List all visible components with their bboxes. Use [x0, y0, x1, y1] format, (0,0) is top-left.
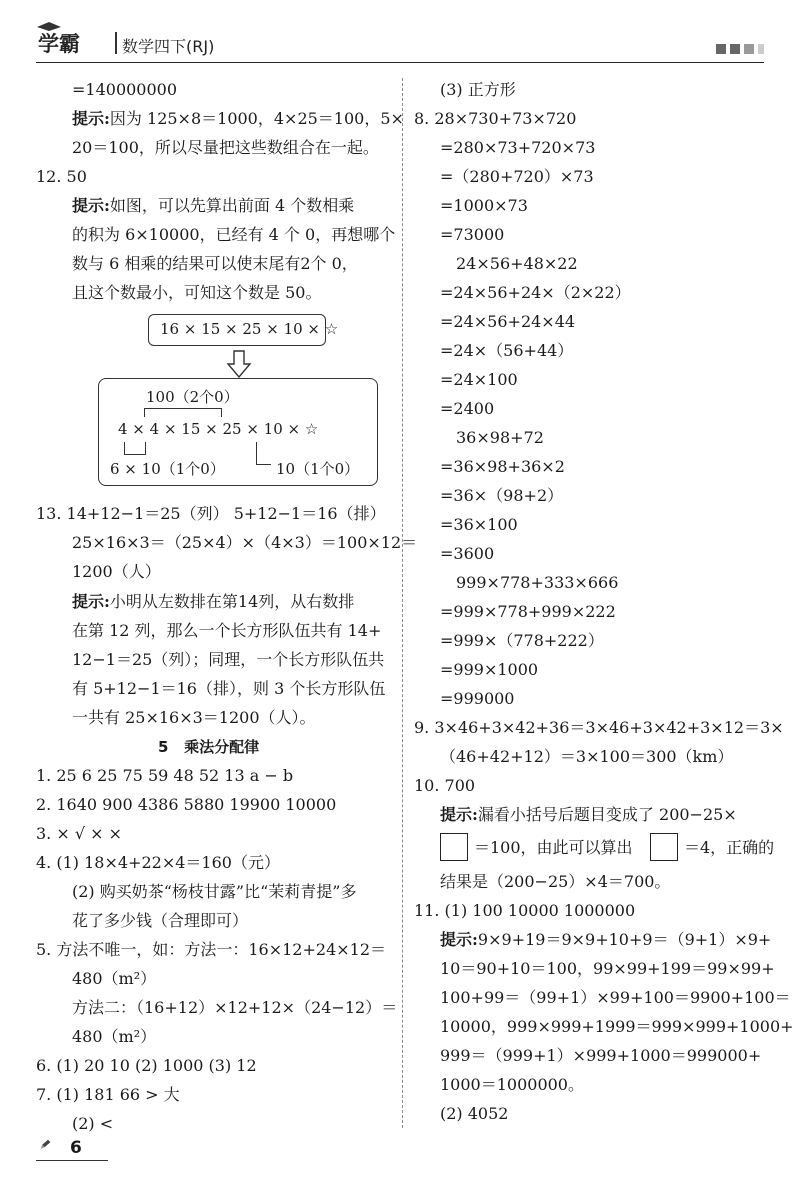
hint-label: 提示:	[72, 109, 110, 128]
answer-8: 8. 28×730+73×720	[414, 109, 577, 128]
answer-line: 480（m²）	[72, 969, 157, 988]
hint-line: 数与 6 相乘的结果可以使末尾有2个 0，	[72, 254, 358, 273]
calc-line: 999×778+333×666	[456, 573, 619, 592]
answer-line: (2) <	[72, 1114, 114, 1133]
book-title: 数学四下(RJ)	[122, 37, 215, 56]
hint-text: 漏看小括号后题目变成了 200−25×	[477, 805, 737, 824]
hint-line: ＝100，由此可以算出	[474, 838, 633, 857]
answer-2: 2. 1640 900 4386 5880 19900 10000	[36, 795, 337, 814]
diagram-expression: 16 × 15 × 25 × 10 × ☆	[160, 320, 339, 338]
answer-line: 480（m²）	[72, 1027, 157, 1046]
decor-square	[744, 44, 754, 54]
hint-text: 因为 125×8＝1000，4×25＝100，5×	[109, 109, 404, 128]
blank-box	[650, 833, 678, 861]
answer-line: （46+42+12）＝3×100＝300（km）	[440, 747, 734, 766]
answer-9: 9. 3×46+3×42+36＝3×46+3×42+3×12＝3×	[414, 718, 784, 737]
calc-line: =36×98+36×2	[440, 457, 565, 476]
hint-line	[72, 592, 354, 612]
diagram-expression: 4 × 4 × 15 × 25 × 10 × ☆	[118, 420, 319, 438]
down-arrow-icon	[226, 350, 252, 378]
calc-line: =999000	[440, 689, 515, 708]
hint-line: 20＝100，所以尽量把这些数组合在一起。	[72, 138, 379, 157]
hint-line: ＝4，正确的	[684, 838, 775, 857]
hint-text: 如图，可以先算出前面 4 个数相乘	[109, 196, 355, 215]
hint-line: 在第 12 列，那么一个长方形队伍共有 14+	[72, 621, 382, 640]
answer-4: 4. (1) 18×4+22×4＝160（元）	[36, 853, 280, 872]
footer-rule	[36, 1160, 108, 1161]
diagram-bracket	[144, 408, 222, 417]
calc-line: =24×56+24×（2×22）	[440, 283, 631, 302]
hint-line: 结果是（200−25）×4＝700。	[440, 872, 671, 891]
diagram-label-6x10: 6 × 10（1个0）	[110, 460, 225, 478]
blank-box	[440, 833, 468, 861]
calc-line: =24×（56+44）	[440, 341, 574, 360]
hint-line: 12−1＝25（列）；同理，一个长方形队伍共	[72, 650, 385, 669]
answer-line: (2) 购买奶茶“杨枝甘露”比“茉莉青提”多	[72, 882, 357, 901]
hint-line: 100+99＝（99+1）×99+100＝9900+100＝	[440, 988, 791, 1007]
answer-13: 13. 14+12−1＝25（列） 5+12−1＝16（排）	[36, 504, 386, 523]
hint-line: 999＝（999+1）×999+1000＝999000+	[440, 1046, 762, 1065]
answer-line: (2) 4052	[440, 1104, 509, 1123]
calc-line: =24×56+24×44	[440, 312, 576, 331]
hint-line	[72, 109, 404, 129]
answer-11: 11. (1) 100 10000 1000000	[414, 901, 636, 920]
column-divider	[402, 78, 403, 1128]
hint-text: 9×9+19＝9×9+10+9＝（9+1）×9+	[477, 930, 772, 949]
answer-line: 1200（人）	[72, 562, 161, 581]
page-header	[0, 0, 800, 66]
answer-12: 12. 50	[36, 167, 87, 186]
calc-line: 36×98+72	[456, 428, 544, 447]
answer-3: 3. × √ × ×	[36, 824, 123, 843]
answer-6: 6. (1) 20 10 (2) 1000 (3) 12	[36, 1056, 257, 1075]
hint-line	[440, 930, 771, 950]
answer-line: 25×16×3＝（25×4）×（4×3）＝100×12＝	[72, 533, 418, 552]
diagram-label-100: 100（2个0）	[146, 388, 239, 406]
hint-text: 小明从左数排在第14列，从右数排	[109, 592, 355, 611]
decor-square	[758, 44, 764, 54]
answer-line: 花了多少钱（合理即可）	[72, 911, 249, 930]
calc-line: =（280+720）×73	[440, 167, 594, 186]
header-divider	[115, 32, 117, 54]
hint-line: 且这个数最小，可知这个数是 50。	[72, 283, 322, 302]
brand-logo: 学霸	[38, 32, 80, 56]
header-rule	[36, 62, 764, 63]
hint-line: 的积为 6×10000，已经有 4 个 0，再想哪个	[72, 225, 396, 244]
section-number: 5	[158, 738, 169, 756]
calc-line: =24×100	[440, 370, 518, 389]
answer-line: (3) 正方形	[440, 80, 516, 99]
hint-label: 提示:	[440, 930, 478, 949]
pencil-icon	[40, 1132, 68, 1158]
calc-line: =999×778+999×222	[440, 602, 616, 621]
hint-line: 10＝90+10＝100，99×99+199＝99×99+	[440, 959, 775, 978]
answer-5: 5. 方法不唯一，如：方法一：16×12+24×12＝	[36, 940, 387, 959]
answer-1: 1. 25 6 25 75 59 48 52 13 a − b	[36, 766, 294, 785]
page-number: 6	[70, 1138, 82, 1158]
calc-line: =999×1000	[440, 660, 539, 679]
calc-line: =3600	[440, 544, 495, 563]
calc-line: 24×56+48×22	[456, 254, 578, 273]
diagram-bracket	[124, 442, 146, 455]
calc-line: =999×（778+222）	[440, 631, 604, 650]
diagram-label-10: 10（1个0）	[276, 460, 360, 478]
hint-label: 提示:	[72, 196, 110, 215]
calc-line: =36×（98+2）	[440, 486, 564, 505]
hint-line: 一共有 25×16×3＝1200（人）。	[72, 708, 316, 727]
diagram-bracket	[256, 442, 271, 465]
hint-label: 提示:	[440, 805, 478, 824]
calc-line: =280×73+720×73	[440, 138, 596, 157]
section-heading	[158, 737, 259, 757]
hint-label: 提示:	[72, 592, 110, 611]
section-title: 乘法分配律	[184, 738, 260, 756]
hint-line	[440, 805, 737, 825]
hint-line: 有 5+12−1＝16（排），则 3 个长方形队伍	[72, 679, 386, 698]
answer-7: 7. (1) 181 66 > 大	[36, 1085, 180, 1104]
calc-line: =73000	[440, 225, 505, 244]
calc-line: =1000×73	[440, 196, 528, 215]
answer-line: =140000000	[72, 80, 178, 99]
hint-line: 1000＝1000000。	[440, 1075, 584, 1094]
answer-10: 10. 700	[414, 776, 476, 795]
calc-line: =36×100	[440, 515, 518, 534]
calc-line: =2400	[440, 399, 495, 418]
decor-square	[716, 44, 726, 54]
hint-line	[72, 196, 354, 216]
decor-square	[730, 44, 740, 54]
hint-line: 10000，999×999+1999＝999×999+1000+	[440, 1017, 794, 1036]
answer-line: 方法二：（16+12）×12+12×（24−12）＝	[72, 998, 398, 1017]
